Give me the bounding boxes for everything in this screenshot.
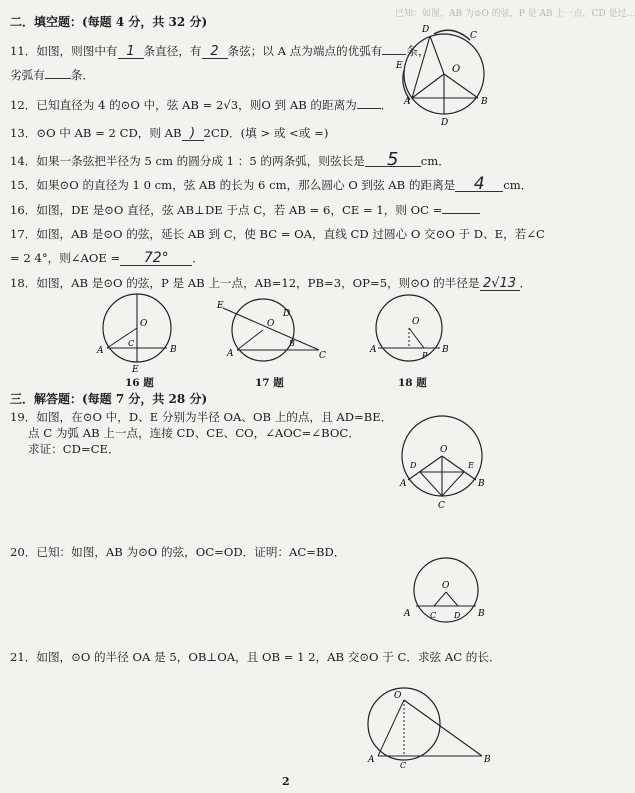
question-16: 16．如图，DE 是⊙O 直径，弦 AB⊥DE 于点 C，若 AB = 6，CE = 1，则 OC =: [10, 203, 480, 217]
question-14: 14．如果一条弦把半径为 5 cm 的圆分成 1 ：5 的两条弧，则弦长是 5 cm．: [10, 149, 450, 170]
svg-text:B: B: [170, 345, 177, 355]
svg-text:A: A: [97, 346, 104, 356]
answer-11-a: 1: [118, 45, 144, 59]
figure-q19: [390, 410, 500, 510]
svg-text:B: B: [442, 345, 449, 355]
svg-text:D: D: [454, 611, 461, 620]
caption-17: 17 题: [255, 377, 284, 389]
svg-text:C: C: [400, 761, 407, 770]
question-19-line3: 求证：CD=CE．: [28, 442, 120, 456]
svg-text:A: A: [404, 609, 411, 619]
question-11: 11．如图，则图中有 1 条直径，有 2 条弦；以 A 点为端点的优弧有 条，: [10, 44, 430, 59]
page-number: 2: [282, 775, 290, 788]
figure-q17: [213, 294, 331, 374]
question-15: 15．如果⊙O 的直径为 1 0 cm，弦 AB 的长为 6 cm，那么圆心 O 到弦 AB 的距离是 4 cm．: [10, 174, 533, 194]
question-17-cont: = 2 4°，则∠AOE = 72° ．: [10, 250, 204, 266]
svg-text:C: C: [430, 611, 437, 620]
question-19-line2: 点 C 为弧 AB 上一点，连接 CD、CE、CO，∠AOC=∠BOC．: [28, 426, 360, 440]
svg-text:B: B: [478, 479, 485, 489]
section-heading-solve: 三．解答题：(每题 7 分，共 28 分): [10, 392, 208, 406]
svg-text:A: A: [400, 479, 407, 489]
svg-text:D: D: [441, 118, 449, 128]
svg-text:A: A: [227, 349, 234, 359]
question-21: 21．如图，⊙O 的半径 OA 是 5，OB⊥OA，且 OB = 1 2，AB 交⊙O 于 C．求弦 AC 的长．: [10, 650, 501, 664]
question-20: 20．已知：如图，AB 为⊙O 的弦，OC=OD．证明：AC=BD．: [10, 545, 346, 559]
svg-text:E: E: [396, 61, 403, 71]
caption-16: 16 题: [125, 377, 154, 389]
svg-text:O: O: [412, 317, 420, 327]
svg-text:E: E: [132, 365, 139, 375]
svg-text:E: E: [217, 301, 224, 311]
svg-text:D: D: [422, 25, 430, 35]
figure-q18: [368, 292, 452, 374]
svg-text:A: A: [404, 97, 411, 107]
answer-13: ): [182, 127, 204, 141]
answer-18: 2√13: [480, 277, 520, 291]
svg-text:A: A: [370, 345, 377, 355]
caption-18: 18 题: [398, 377, 427, 389]
svg-text:B: B: [481, 97, 488, 107]
svg-text:O: O: [140, 319, 148, 329]
svg-text:P: P: [422, 351, 428, 360]
svg-text:O: O: [267, 319, 275, 329]
section-heading-fill: 二．填空题：(每题 4 分，共 32 分): [10, 15, 208, 29]
svg-text:B: B: [478, 609, 485, 619]
question-18: 18．如图，AB 是⊙O 的弦，P 是 AB 上一点，AB=12，PB=3，OP=5，则⊙O 的半径是 2√13 ．: [10, 276, 532, 291]
question-19: 19．如图，在⊙O 中，D、E 分别为半径 OA、OB 上的点，且 AD=BE．: [10, 410, 393, 424]
svg-text:O: O: [452, 64, 461, 75]
answer-16: [442, 213, 480, 214]
question-11-cont: 劣弧有 条．: [10, 68, 94, 82]
answer-11-b: 2: [202, 45, 228, 59]
svg-text:E: E: [468, 461, 474, 470]
answer-17: 72°: [120, 252, 192, 266]
svg-text:C: C: [319, 351, 326, 361]
svg-text:C: C: [470, 31, 477, 41]
figure-q20: [398, 554, 498, 628]
svg-text:B: B: [289, 339, 295, 348]
svg-text:O: O: [440, 445, 448, 455]
question-12: 12．已知直径为 4 的⊙O 中，弦 AB = 2√3，则O 到 AB 的距离为 ．: [10, 98, 393, 112]
figure-q11: [390, 26, 500, 126]
svg-text:B: B: [484, 755, 491, 765]
figure-q21: [364, 680, 494, 772]
svg-text:D: D: [283, 309, 291, 319]
svg-text:O: O: [442, 581, 450, 591]
bleed-through-text: 已知：如图，AB 为⊙O 的弦，P 是 AB 上一点，CD 是过…: [395, 9, 635, 19]
question-13: 13．⊙O 中 AB = 2 CD，则 AB ) 2CD．(填 > 或 <或 =): [10, 126, 329, 141]
question-17: 17．如图，AB 是⊙O 的弦，延长 AB 到 C，使 BC = OA，直线 CD 过圆心 O 交⊙O 于 D、E，若∠C: [10, 227, 545, 241]
answer-14: 5: [365, 153, 421, 167]
svg-text:D: D: [410, 461, 417, 470]
svg-text:O: O: [394, 691, 402, 701]
answer-15: 4: [455, 178, 503, 192]
svg-text:C: C: [438, 501, 445, 511]
svg-text:A: A: [368, 755, 375, 765]
figure-q16: [92, 290, 182, 374]
svg-text:C: C: [128, 339, 135, 348]
